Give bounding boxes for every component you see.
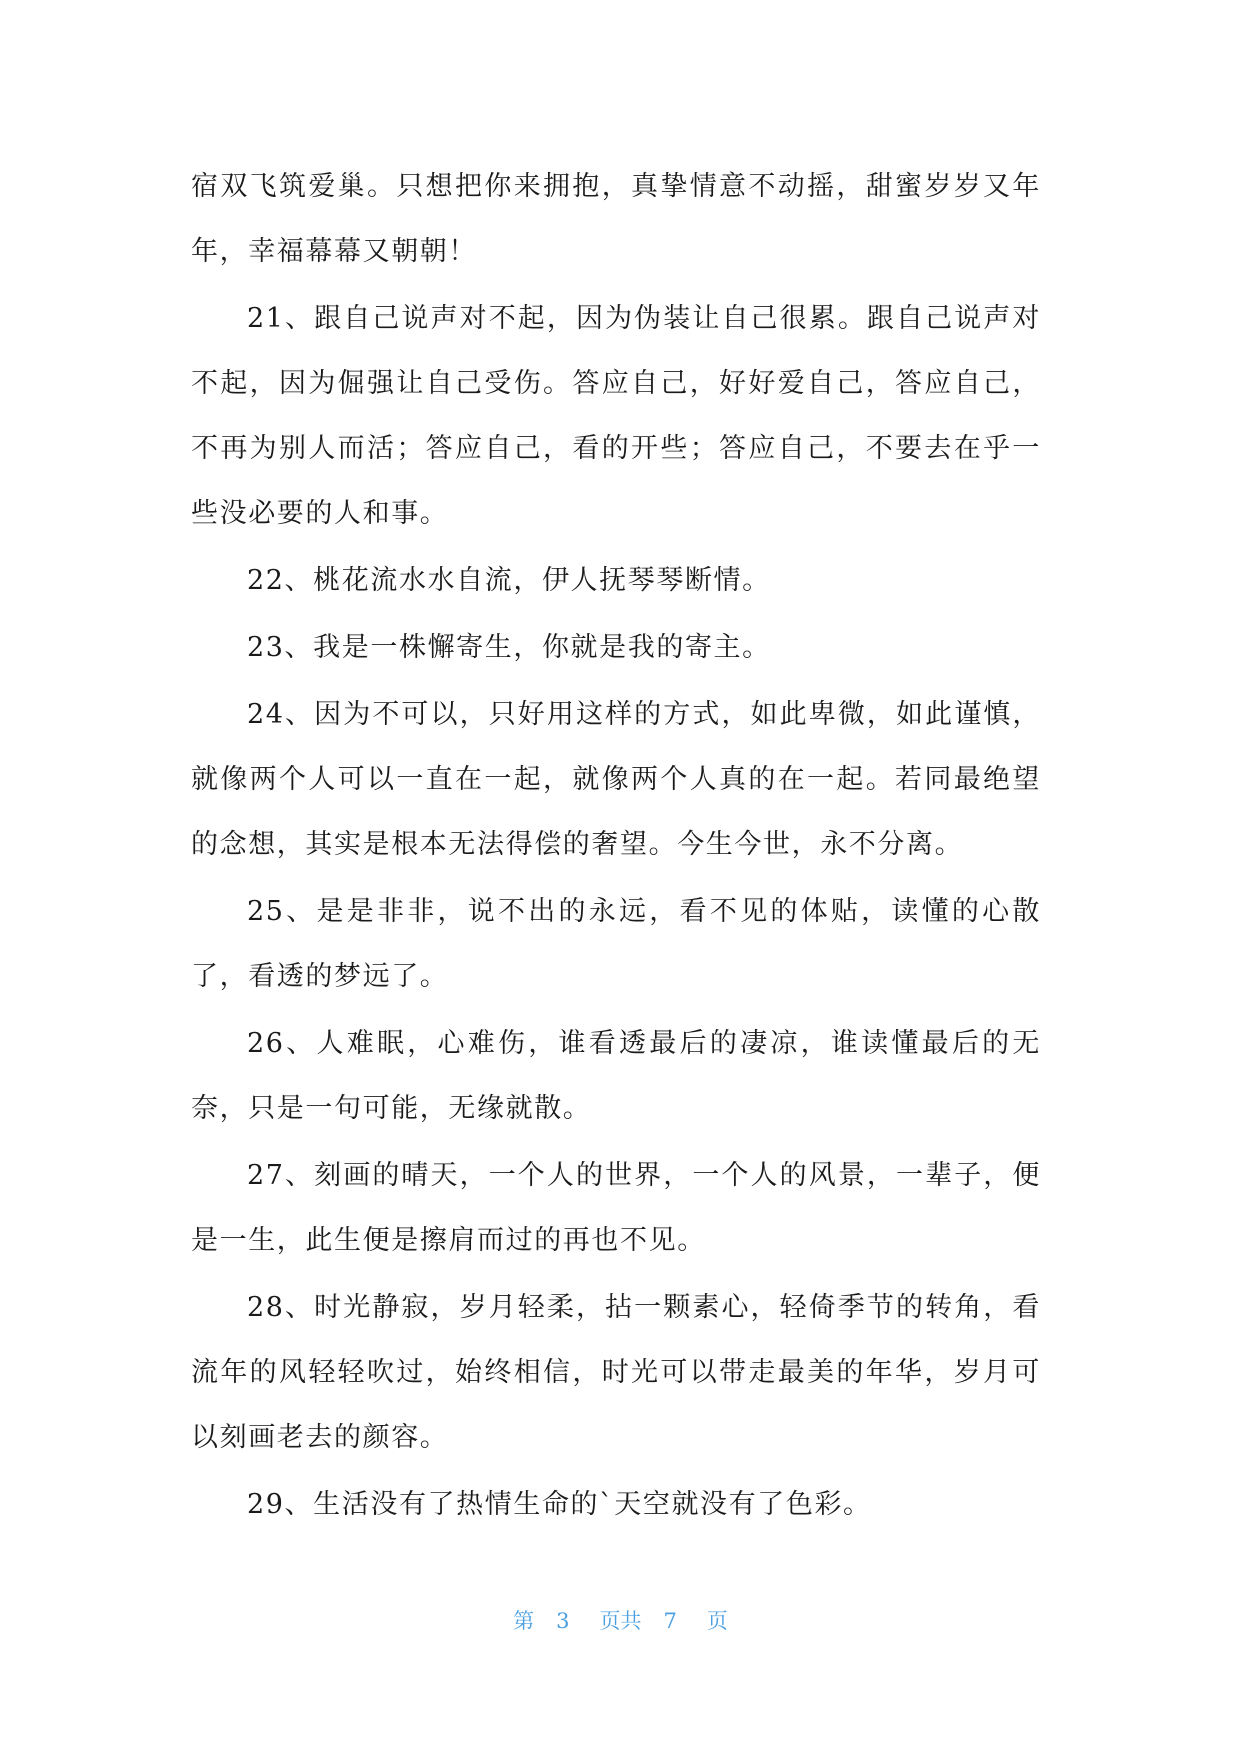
paragraph-29: 29、生活没有了热情生命的`天空就没有了色彩。: [247, 1489, 872, 1520]
footer-current-page: 3: [556, 1609, 570, 1633]
paragraph-22: 22、桃花流水水自流，伊人抚琴琴断情。: [247, 565, 771, 596]
paragraph-28: 28、时光静寂，岁月轻柔，拈一颗素心，轻倚季节的转角，看流年的风轻轻吹过，始终相信，时光可以带走最美的年华，岁月可以刻画老去的颜容。: [191, 1292, 1041, 1453]
page-footer: [0, 1605, 1241, 1635]
paragraph-27: 27、刻画的晴天，一个人的世界，一个人的风景，一辈子，便是一生，此生便是擦肩而过的再也不见。: [191, 1160, 1041, 1256]
footer-total-pages: 7: [663, 1609, 677, 1633]
paragraph-continuation: 宿双飞筑爱巢。只想把你来拥抱，真挚情意不动摇，甜蜜岁岁又年年，幸福幕幕又朝朝！: [191, 171, 1041, 267]
paragraph-23: 23、我是一株懈寄生，你就是我的寄主。: [247, 632, 771, 663]
footer-middle: 页共: [599, 1609, 642, 1633]
footer-suffix: 页: [706, 1609, 728, 1633]
document-body: [191, 154, 1041, 1539]
paragraph-24: 24、因为不可以，只好用这样的方式，如此卑微，如此谨慎，就像两个人可以一直在一起，就像两个人真的在一起。若同最绝望的念想，其实是根本无法得偿的奢望。今生今世，永不分离。: [191, 699, 1041, 860]
footer-prefix: 第: [513, 1609, 535, 1633]
paragraph-21: 21、跟自己说声对不起，因为伪装让自己很累。跟自己说声对不起，因为倔强让自己受伤。答应自己，好好爱自己，答应自己，不再为别人而活；答应自己，看的开些；答应自己，不要去在乎一些没必要的人和事。: [191, 303, 1041, 529]
paragraph-26: 26、人难眠，心难伤，谁看透最后的凄凉，谁读懂最后的无奈，只是一句可能，无缘就散。: [191, 1028, 1041, 1124]
paragraph-25: 25、是是非非，说不出的永远，看不见的体贴，读懂的心散了，看透的梦远了。: [191, 896, 1041, 992]
